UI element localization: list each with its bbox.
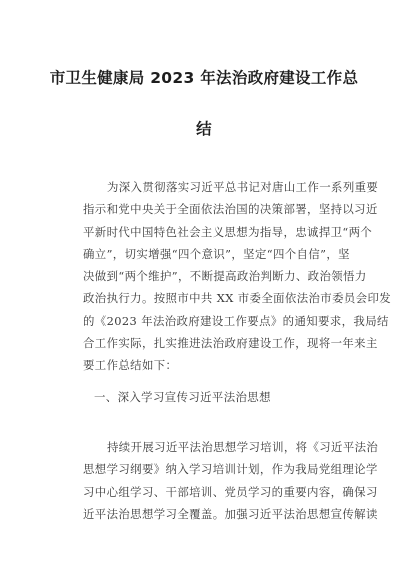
paragraph-line: 政治执行力。按照市中共 XX 市委全面依法治市委员会印发 — [83, 291, 392, 306]
intro-paragraph — [83, 176, 392, 377]
document-title-line-2: 结 — [196, 120, 212, 138]
paragraph-line: 持续开展习近平法治思想学习培训，将《习近平法治 — [107, 440, 379, 454]
document-title-line-1: 市卫生健康局 2023 年法治政府建设工作总 — [49, 69, 359, 87]
paragraph-line: 近平法治思想学习全覆盖。加强习近平法治思想宣传解读 — [83, 506, 378, 521]
paragraph-line: 为深入贯彻落实习近平总书记对唐山工作一系列重要 — [107, 180, 379, 194]
section-heading-1: 一、深入学习宣传习近平法治思想 — [94, 390, 271, 404]
paragraph-line: 确立”，切实增强“四个意识”，坚定“四个自信”，坚 — [83, 246, 350, 261]
paragraph-line: 决做到“两个维护”，不断提高政治判断力、政治领悟力 — [83, 269, 367, 284]
paragraph-line: 平新时代中国特色社会主义思想为指导，忠诚捍卫“两个 — [83, 224, 373, 239]
paragraph-line: 指示和党中央关于全面依法治国的决策部署，坚持以习近 — [83, 202, 378, 217]
section-1-paragraph — [83, 436, 379, 525]
paragraph-line: 要工作总结如下： — [83, 358, 178, 373]
paragraph-line: 合工作实际，扎实推进法治政府建设工作，现将一年来主 — [83, 336, 378, 351]
paragraph-line: 习中心组学习、干部培训、党员学习的重要内容，确保习 — [83, 484, 378, 499]
paragraph-line: 思想学习纲要》纳入学习培训计划，作为我局党组理论学 — [83, 462, 378, 477]
paragraph-line: 的《2023 年法治政府建设工作要点》的通知要求，我局结 — [83, 313, 389, 328]
